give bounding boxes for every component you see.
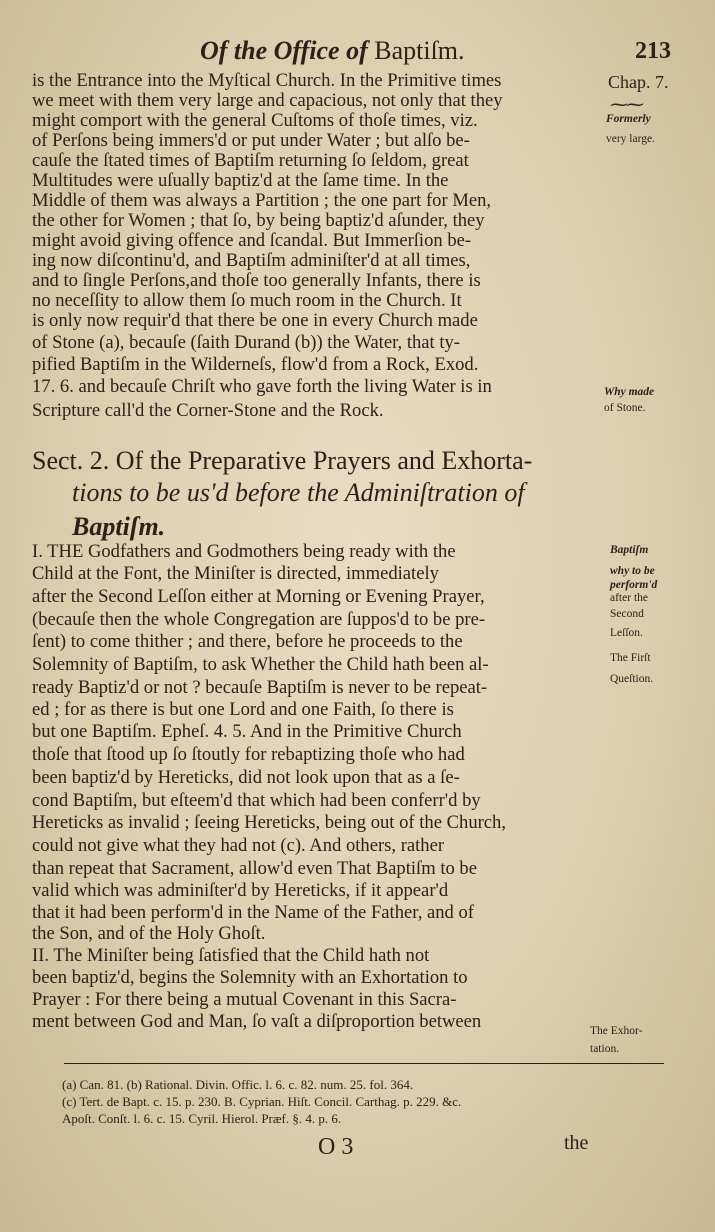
text-line: Middle of them was always a Partition ; the one part for Men, [32,190,492,211]
chapter-note: Chap. 7. [608,72,669,92]
text-line: is the Entrance into the Myſtical Church. In the Primitive times [32,70,502,91]
section-heading-line: tions to be us'd before the Adminiſtration of [72,478,525,507]
margin-note-line: The Exhor- [590,1025,643,1037]
text-line: the Son, and of the Holy Ghoſt. [32,923,266,944]
running-title-italic: Of the Office of [200,36,368,65]
footnote-line: (c) Tert. de Bapt. c. 15. p. 230. B. Cyprian. Hiſt. Concil. Carthag. p. 229. &c. [62,1094,462,1109]
text-line: than repeat that Sacrament, allow'd even That Baptiſm to be [32,858,477,879]
footnote-line: Apoſt. Conſt. l. 6. c. 15. Cyril. Hierol. Præf. §. 4. p. 6. [62,1111,342,1126]
text-line: I. THE Godfathers and Godmothers being ready with the [32,541,456,562]
margin-note-line: tation. [590,1043,620,1055]
margin-note-line: Queſtion. [610,673,654,685]
text-line: but one Baptiſm. Epheſ. 4. 5. And in the Primitive Church [32,721,462,742]
text-line: might avoid giving offence and ſcandal. But Immerſion be- [32,230,472,251]
text-line: ready Baptiz'd or not ? becauſe Baptiſm is never to be repeat- [32,677,488,698]
catchword: the [564,1132,589,1154]
section-heading-line: Sect. 2. Of the Preparative Prayers and Exhorta- [32,446,533,475]
margin-note-line: perform'd [610,579,658,591]
text-line: ing now diſcontinu'd, and Baptiſm adminiſter'd at all times, [32,250,471,271]
text-line: of Perſons being immers'd or put under Water ; but alſo be- [32,130,470,151]
margin-note-line: Second [610,608,644,620]
margin-note-line: why to be [610,565,655,577]
running-title [200,36,465,66]
margin-note-line: Formerly [606,113,651,125]
margin-note-line: after the [610,592,648,604]
running-title-roman: Baptiſm. [367,36,465,65]
footnote-line: (a) Can. 81. (b) Rational. Divin. Offic. l. 6. c. 82. num. 25. fol. 364. [62,1077,414,1092]
page-number: 213 [635,38,671,64]
footnote-rule [64,1063,664,1064]
signature-mark: O 3 [318,1134,354,1160]
text-line: been baptiz'd, begins the Solemnity with an Exhortation to [32,967,468,988]
text-line: Prayer : For there being a mutual Covenant in this Sacra- [32,989,457,1010]
text-line: after the Second Leſſon either at Morning or Evening Prayer, [32,586,485,607]
text-line: could not give what they had not (c). And others, rather [32,835,445,856]
text-line: thoſe that ſtood up ſo ſtoutly for rebaptizing thoſe who had [32,744,465,765]
margin-note-line: of Stone. [604,402,646,414]
text-line: 17. 6. and becauſe Chriſt who gave forth the living Water is in [32,376,492,397]
margin-note-line: Baptiſm [610,544,649,556]
text-line: ſent) to come thither ; and there, before he proceeds to the [32,631,463,652]
text-line: valid which was adminiſter'd by Hereticks, if it appear'd [32,880,449,901]
text-line: we meet with them very large and capacious, not only that they [32,90,503,111]
margin-note-line: Leſſon. [610,627,643,639]
text-line: ment between God and Man, ſo vaſt a diſproportion between [32,1011,482,1032]
text-line: Hereticks as invalid ; ſeeing Hereticks, being out of the Church, [32,812,507,833]
margin-note-line: The Firſt [610,652,651,664]
text-line: of Stone (a), becauſe (ſaith Durand (b)) the Water, that ty- [32,332,461,353]
section-heading-line: Baptiſm. [72,512,166,541]
text-line: (becauſe then the whole Congregation are ſuppos'd to be pre- [32,609,486,630]
running-header [0,36,715,70]
text-line: Solemnity of Baptiſm, to ask Whether the Child hath been al- [32,654,489,675]
text-line: cond Baptiſm, but eſteem'd that which had been conferr'd by [32,790,481,811]
text-line: that it had been perform'd in the Name of the Father, and of [32,902,474,923]
text-line: cauſe the ſtated times of Baptiſm returning ſo ſeldom, great [32,150,469,171]
margin-note-line: Why made [604,386,655,398]
text-line: Scripture call'd the Corner-Stone and the Rock. [32,400,384,421]
text-line: ed ; for as there is but one Lord and one Faith, ſo there is [32,699,454,720]
text-line: been baptiz'd by Hereticks, did not look upon that as a ſe- [32,767,460,788]
text-line: no neceſſity to allow them ſo much room in the Church. It [32,290,462,311]
flourish-ornament: ⁓⁓ [610,94,642,114]
text-line: the other for Women ; that ſo, by being baptiz'd aſunder, they [32,210,485,231]
margin-note-line: very large. [606,133,655,145]
text-line: and to ſingle Perſons,and thoſe too generally Infants, there is [32,270,481,291]
text-line: might comport with the general Cuſtoms of thoſe times, viz. [32,110,478,131]
text-line: II. The Miniſter being ſatisfied that the Child hath not [32,945,430,966]
text-line: Multitudes were uſually baptiz'd at the ſame time. In the [32,170,449,191]
text-line: is only now requir'd that there be one in every Church made [32,310,478,331]
text-line: Child at the Font, the Miniſter is directed, immediately [32,563,439,584]
text-line: pified Baptiſm in the Wilderneſs, flow'd from a Rock, Exod. [32,354,479,375]
